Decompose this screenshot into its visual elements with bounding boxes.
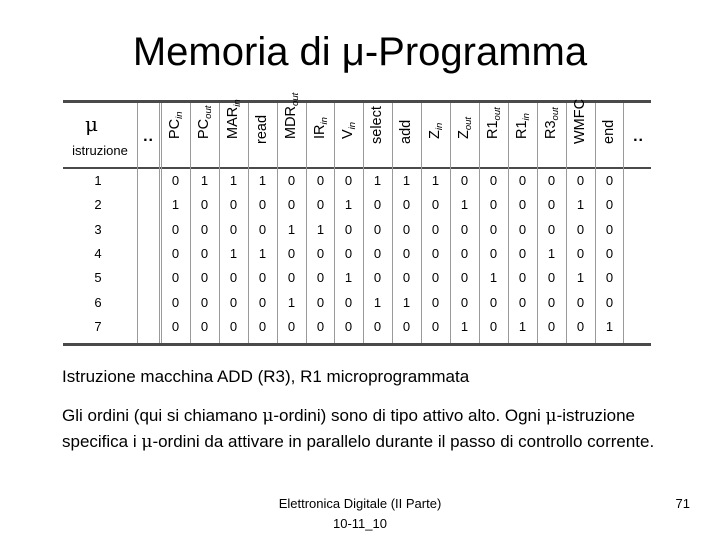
- column-header: [277, 92, 305, 164]
- column-header-subscript: out: [203, 105, 214, 119]
- row-number: 2: [94, 197, 102, 212]
- table-cell: 0: [518, 197, 527, 212]
- header-istruzione: istruzione: [72, 143, 128, 158]
- column-header-label: MAR: [225, 106, 241, 139]
- column-header-label: R3: [543, 120, 559, 139]
- table-cell: 0: [344, 295, 353, 310]
- table-cell: 1: [316, 222, 325, 237]
- table-cell: 0: [229, 270, 238, 285]
- column-divider: [159, 103, 160, 343]
- table-cell: 0: [373, 197, 382, 212]
- column-header: [392, 104, 420, 164]
- table-cell: 1: [344, 197, 353, 212]
- table-cell: 0: [258, 295, 267, 310]
- row-number: 6: [94, 295, 102, 310]
- column-header: [248, 104, 276, 164]
- column-header-subscript: in: [319, 117, 330, 125]
- table-cell: 0: [460, 222, 469, 237]
- table-cell: 0: [171, 173, 180, 188]
- table-cell: 0: [431, 246, 440, 261]
- table-cell: 1: [229, 173, 238, 188]
- row-number: 3: [94, 222, 102, 237]
- table-cell: 0: [316, 270, 325, 285]
- column-header: [334, 104, 362, 164]
- column-header-label: Z: [427, 130, 443, 139]
- table-cell: 0: [431, 295, 440, 310]
- row-number: 7: [94, 319, 102, 334]
- page-number: 71: [675, 496, 690, 511]
- table-cell: 0: [547, 319, 556, 334]
- table-cell: 0: [489, 222, 498, 237]
- footer-code: 10-11_10: [333, 516, 387, 531]
- explanation-part-c: -istruzione specifica i: [62, 406, 636, 451]
- explanation-part-d: -ordini da attivare in parallelo durante il passo di controllo corrente.: [152, 432, 655, 451]
- table-cell: 0: [460, 295, 469, 310]
- column-header-label: V: [340, 129, 356, 139]
- table-cell: 0: [287, 319, 296, 334]
- column-header-label: PC: [167, 118, 183, 139]
- table-cell: 0: [171, 295, 180, 310]
- column-header-subscript: out: [463, 116, 474, 131]
- table-cell: 0: [287, 246, 296, 261]
- column-header-label: WMFC: [572, 98, 588, 144]
- table-cell: 0: [229, 295, 238, 310]
- table-cell: 1: [576, 270, 585, 285]
- mu-symbol: μ: [141, 432, 153, 452]
- table-cell: 0: [460, 246, 469, 261]
- table-cell: 0: [316, 197, 325, 212]
- table-cell: 1: [373, 173, 382, 188]
- table-cell: 0: [489, 246, 498, 261]
- table-cell: 0: [258, 319, 267, 334]
- table-cell: 0: [287, 173, 296, 188]
- table-cell: 0: [576, 319, 585, 334]
- row-number: 4: [94, 246, 102, 261]
- table-cell: 1: [171, 197, 180, 212]
- column-header-subscript: in: [174, 111, 185, 119]
- table-cell: 0: [547, 222, 556, 237]
- table-top-rule: [63, 100, 651, 103]
- mu-symbol: μ: [545, 406, 557, 426]
- column-header: [450, 104, 478, 164]
- header-mu-symbol: μ: [85, 112, 98, 136]
- table-cell: 0: [200, 197, 209, 212]
- column-header-subscript: in: [434, 122, 445, 131]
- table-cell: 1: [460, 197, 469, 212]
- table-cell: 0: [518, 246, 527, 261]
- table-cell: 0: [171, 270, 180, 285]
- column-header-subscript: out: [492, 107, 503, 121]
- table-cell: 1: [518, 319, 527, 334]
- column-header-label: Z: [456, 130, 472, 139]
- table-cell: 1: [287, 295, 296, 310]
- table-cell: 0: [344, 319, 353, 334]
- table-cell: 0: [431, 197, 440, 212]
- table-cell: 0: [518, 270, 527, 285]
- table-cell: 0: [605, 246, 614, 261]
- table-cell: 0: [373, 246, 382, 261]
- table-cell: 0: [373, 270, 382, 285]
- footer-course: Elettronica Digitale (II Parte): [278, 496, 442, 511]
- table-cell: 0: [402, 197, 411, 212]
- table-cell: 0: [171, 246, 180, 261]
- table-cell: 1: [373, 295, 382, 310]
- table-cell: 0: [402, 246, 411, 261]
- table-cell: 0: [489, 173, 498, 188]
- header-dots-left: ··: [143, 132, 154, 149]
- table-cell: 0: [402, 319, 411, 334]
- table-cell: 0: [316, 319, 325, 334]
- table-cell: 0: [605, 197, 614, 212]
- table-cell: 0: [402, 270, 411, 285]
- table-cell: 0: [200, 222, 209, 237]
- header-dots-right: ··: [633, 132, 644, 149]
- table-cell: 1: [489, 270, 498, 285]
- instruction-caption: Istruzione macchina ADD (R3), R1 microprogrammata: [62, 367, 470, 386]
- table-cell: 0: [576, 173, 585, 188]
- table-cell: 0: [489, 295, 498, 310]
- column-header: [566, 98, 594, 164]
- table-cell: 0: [200, 246, 209, 261]
- table-cell: 0: [200, 295, 209, 310]
- table-cell: 0: [605, 222, 614, 237]
- table-cell: 0: [258, 197, 267, 212]
- column-header-subscript: out: [550, 107, 561, 121]
- table-cell: 0: [489, 197, 498, 212]
- table-cell: 0: [489, 319, 498, 334]
- table-cell: 0: [287, 270, 296, 285]
- table-cell: 0: [547, 270, 556, 285]
- column-header: [595, 104, 623, 164]
- column-header-label: MDR: [283, 105, 299, 139]
- table-cell: 1: [258, 246, 267, 261]
- table-cell: 0: [576, 246, 585, 261]
- column-header: [190, 104, 218, 164]
- table-cell: 0: [547, 295, 556, 310]
- table-cell: 0: [200, 270, 209, 285]
- explanation-paragraph: [62, 403, 672, 455]
- column-header: [537, 104, 565, 164]
- table-cell: 0: [316, 246, 325, 261]
- microprogram-table: [63, 92, 651, 346]
- column-header: [363, 104, 391, 164]
- table-cell: 0: [373, 319, 382, 334]
- table-cell: 1: [287, 222, 296, 237]
- table-cell: 0: [460, 173, 469, 188]
- column-header: [306, 104, 334, 164]
- table-header-rule: [63, 167, 651, 169]
- table-cell: 0: [605, 295, 614, 310]
- column-header: [161, 104, 189, 164]
- table-cell: 0: [431, 319, 440, 334]
- table-cell: 0: [258, 222, 267, 237]
- column-header-label: R1: [485, 120, 501, 139]
- table-cell: 1: [344, 270, 353, 285]
- column-header: [479, 104, 507, 164]
- table-cell: 1: [229, 246, 238, 261]
- column-header: [219, 99, 247, 164]
- column-header-label: read: [254, 114, 270, 144]
- table-cell: 0: [518, 173, 527, 188]
- table-cell: 1: [547, 246, 556, 261]
- footer-credit: [230, 494, 490, 534]
- column-header-label: IR: [312, 124, 328, 139]
- column-header-label: select: [369, 106, 385, 144]
- table-cell: 0: [287, 197, 296, 212]
- table-cell: 0: [402, 222, 411, 237]
- table-cell: 0: [605, 270, 614, 285]
- table-cell: 1: [402, 295, 411, 310]
- table-cell: 0: [258, 270, 267, 285]
- table-cell: 1: [576, 197, 585, 212]
- table-cell: 0: [431, 270, 440, 285]
- table-cell: 0: [518, 295, 527, 310]
- slide-title: Memoria di μ-Programma: [132, 30, 588, 74]
- column-header: [508, 104, 536, 164]
- column-header-subscript: in: [347, 121, 358, 130]
- explanation-part-a: Gli ordini (qui si chiamano: [62, 406, 263, 425]
- table-cell: 0: [344, 246, 353, 261]
- table-cell: 0: [344, 173, 353, 188]
- table-cell: 0: [547, 197, 556, 212]
- table-cell: 0: [229, 319, 238, 334]
- table-cell: 0: [576, 295, 585, 310]
- row-number: 1: [94, 173, 102, 188]
- table-cell: 1: [200, 173, 209, 188]
- table-cell: 0: [518, 222, 527, 237]
- table-cell: 0: [547, 173, 556, 188]
- table-cell: 1: [605, 319, 614, 334]
- table-cell: 0: [605, 173, 614, 188]
- column-header-label: end: [601, 119, 617, 144]
- table-cell: 0: [229, 222, 238, 237]
- column-header-label: add: [398, 119, 414, 144]
- table-cell: 1: [460, 319, 469, 334]
- table-cell: 0: [576, 222, 585, 237]
- column-header-subscript: in: [521, 113, 532, 121]
- table-bottom-rule: [63, 343, 651, 346]
- table-cell: 0: [200, 319, 209, 334]
- column-header-subscript: out: [290, 92, 301, 106]
- table-cell: 1: [258, 173, 267, 188]
- table-cell: 1: [402, 173, 411, 188]
- table-cell: 0: [431, 222, 440, 237]
- column-header-label: R1: [514, 120, 530, 139]
- table-cell: 1: [431, 173, 440, 188]
- mu-symbol: μ: [262, 406, 274, 426]
- table-cell: 0: [316, 295, 325, 310]
- row-number: 5: [94, 270, 102, 285]
- table-cell: 0: [460, 270, 469, 285]
- column-header: [421, 104, 449, 164]
- table-cell: 0: [229, 197, 238, 212]
- table-cell: 0: [373, 222, 382, 237]
- column-divider: [137, 103, 138, 343]
- table-cell: 0: [316, 173, 325, 188]
- column-header-label: PC: [196, 118, 212, 139]
- table-cell: 0: [344, 222, 353, 237]
- table-cell: 0: [171, 319, 180, 334]
- column-header-subscript: in: [232, 99, 243, 107]
- table-cell: 0: [171, 222, 180, 237]
- explanation-part-b: -ordini) sono di tipo attivo alto. Ogni: [273, 406, 546, 425]
